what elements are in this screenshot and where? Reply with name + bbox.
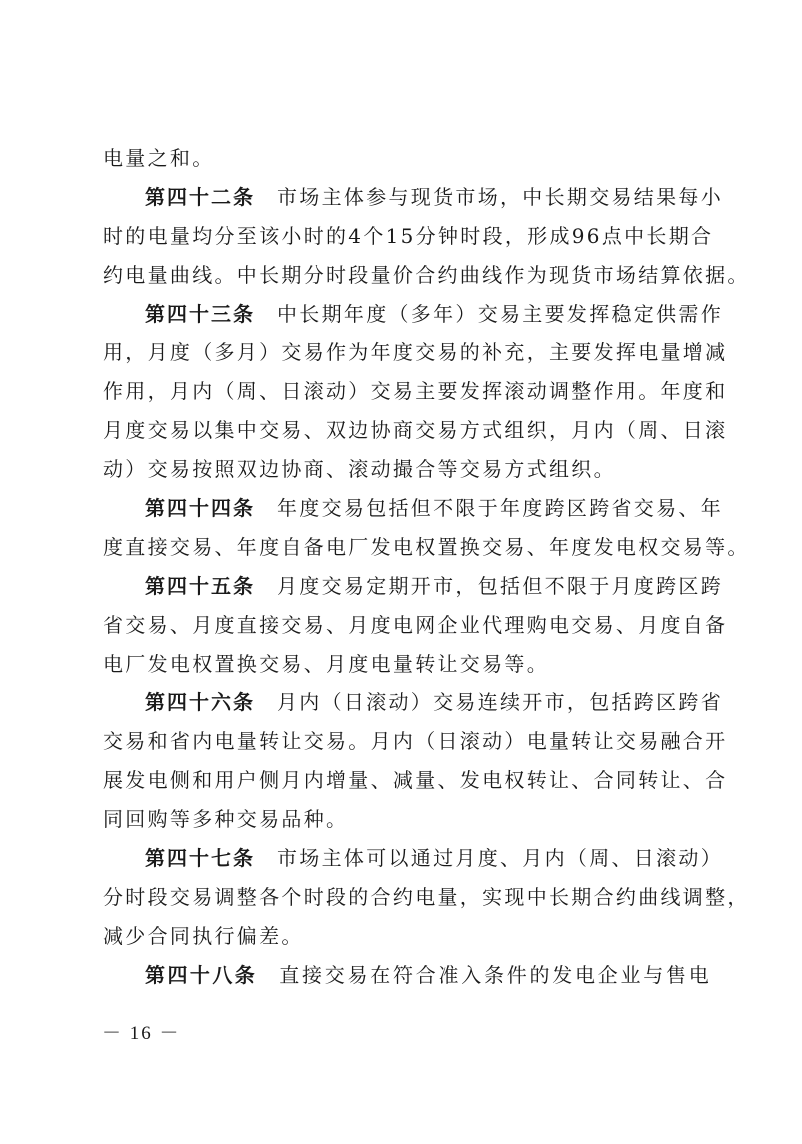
article-46-line-2: 交易和省内电量转让交易。月内（日滚动）电量转让交易融合开 xyxy=(103,729,728,754)
article-text: 月度交易定期开市，包括但不限于月度跨区跨 xyxy=(277,573,723,598)
article-number: 第四十五条 xyxy=(145,573,255,598)
article-43-line-5: 动）交易按照双边协商、滚动撮合等交易方式组织。 xyxy=(103,457,616,482)
article-text: 年度交易包括但不限于年度跨区跨省交易、年 xyxy=(277,496,723,521)
article-46-line-3: 展发电侧和用户侧月内增量、减量、发电权转让、合同转让、合 xyxy=(103,768,728,793)
article-42-line-1 xyxy=(103,178,723,217)
article-text: 月内（日滚动）交易连续开市，包括跨区跨省 xyxy=(277,690,723,715)
article-text: 市场主体可以通过月度、月内（周、日滚动） xyxy=(277,846,723,871)
article-43-line-4: 月度交易以集中交易、双边协商交易方式组织，月内（周、日滚 xyxy=(103,418,728,443)
article-45-line-3: 电厂发电权置换交易、月度电量转让交易等。 xyxy=(103,651,549,676)
article-48-line-1 xyxy=(103,956,711,995)
document-body xyxy=(103,139,750,995)
article-47-line-3: 减少合同执行偏差。 xyxy=(103,923,304,948)
article-42-line-3: 约电量曲线。中长期分时段量价合约曲线作为现货市场结算依据。 xyxy=(103,262,750,287)
article-46-line-1 xyxy=(103,683,723,722)
article-45-line-1 xyxy=(103,567,723,606)
article-text: 中长期年度（多年）交易主要发挥稳定供需作 xyxy=(277,301,723,326)
article-text: 直接交易在符合准入条件的发电企业与售电 xyxy=(279,962,712,987)
article-45-line-2: 省交易、月度直接交易、月度电网企业代理购电交易、月度自备 xyxy=(103,612,728,637)
article-44-line-1 xyxy=(103,489,723,528)
article-43-line-2: 用，月度（多月）交易作为年度交易的补充，主要发挥电量增减 xyxy=(103,340,728,365)
text-line: 电量之和。 xyxy=(103,146,215,170)
article-text: 市场主体参与现货市场，中长期交易结果每小 xyxy=(277,184,723,209)
article-number: 第四十二条 xyxy=(145,184,255,209)
article-43-line-1 xyxy=(103,295,723,334)
page-number: － 16 － xyxy=(102,1023,181,1044)
article-number: 第四十三条 xyxy=(145,301,255,326)
article-number: 第四十八条 xyxy=(145,962,258,987)
article-number: 第四十七条 xyxy=(145,846,255,871)
article-46-line-4: 同回购等多种交易品种。 xyxy=(103,807,349,832)
article-43-line-3: 作用，月内（周、日滚动）交易主要发挥滚动调整作用。年度和 xyxy=(103,379,728,404)
article-number: 第四十六条 xyxy=(145,690,255,715)
article-47-line-1 xyxy=(103,839,723,878)
article-42-line-2: 时的电量均分至该小时的4个15分钟时段，形成96点中长期合 xyxy=(103,223,714,248)
article-44-line-2: 度直接交易、年度自备电厂发电权置换交易、年度发电权交易等。 xyxy=(103,534,750,559)
article-number: 第四十四条 xyxy=(145,496,255,521)
article-47-line-2: 分时段交易调整各个时段的合约电量，实现中长期合约曲线调整， xyxy=(103,884,750,909)
